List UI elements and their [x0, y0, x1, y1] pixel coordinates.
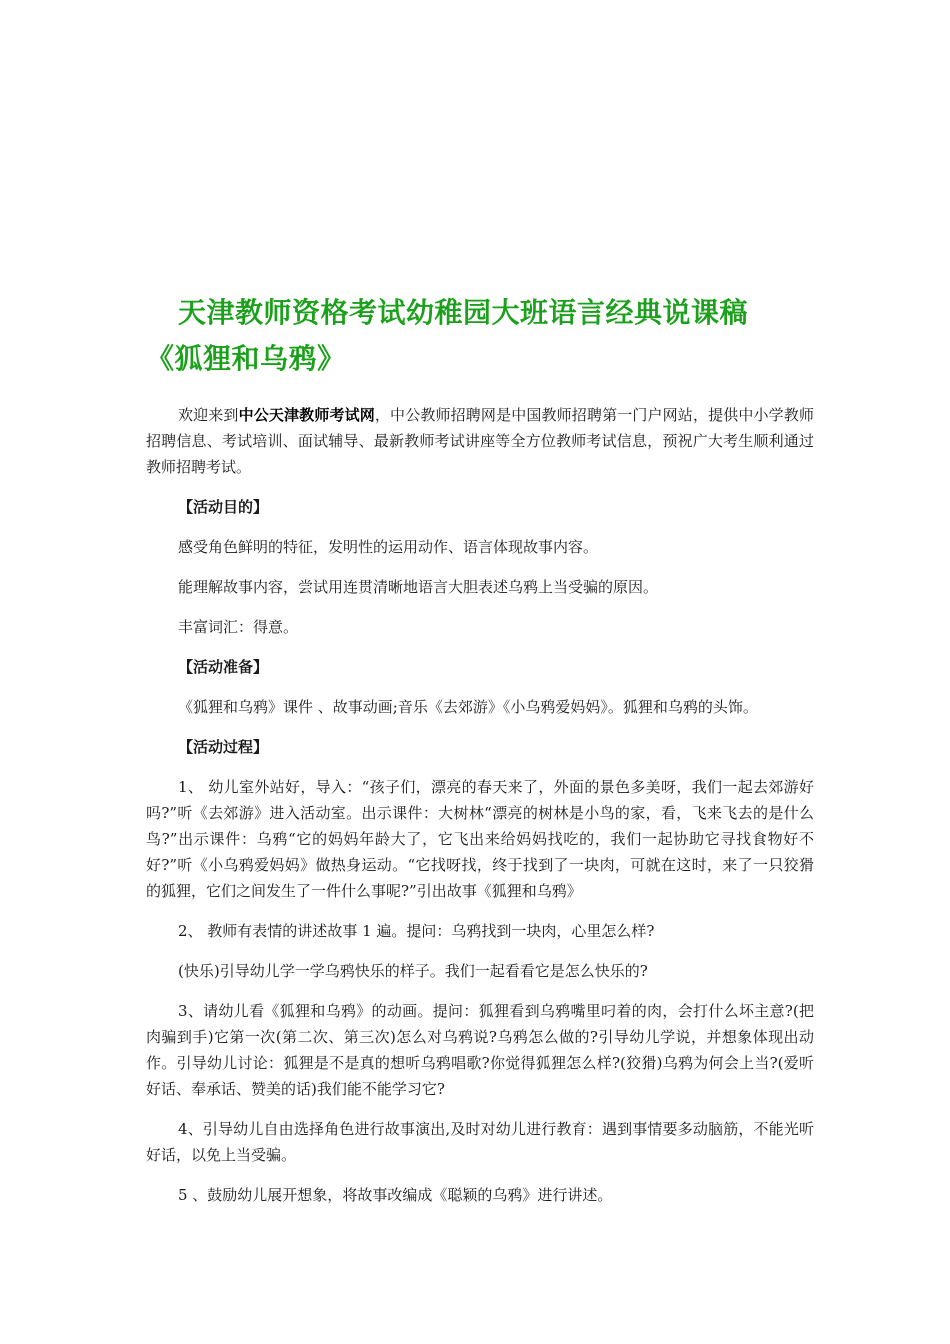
process-step-1: 1、 幼儿室外站好，导入：“孩子们，漂亮的春天来了，外面的景色多美呀，我们一起去郊游好吗?”听《去郊游》进入活动室。出示课件：大树林“漂亮的树林是小鸟的家，看，飞来飞去的是什么鸟?”出示课件：乌鸦“它的妈妈年龄大了，它飞出来给妈妈找吃的，我们一起协助它寻找食物好不好?”听《小乌鸦爱妈妈》做热身运动。“它找呀找，终于找到了一块肉，可就在这时，来了一只狡猾的狐狸，它们之间发生了一件什么事呢?”引出故事《狐狸和乌鸦》 — [146, 778, 814, 900]
intro-prefix: 欢迎来到 — [178, 406, 239, 424]
intro-paragraph — [146, 402, 814, 480]
prep-item-1: 《狐狸和乌鸦》课件 、故事动画;音乐《去郊游》《小乌鸦爱妈妈》。狐狸和乌鸦的头饰。 — [178, 698, 758, 716]
process-heading: 【活动过程】 — [178, 738, 269, 756]
goal-item-2: 能理解故事内容，尝试用连贯清晰地语言大胆表述乌鸦上当受骗的原因。 — [178, 578, 659, 596]
process-step-3: 3、请幼儿看《狐狸和乌鸦》的动画。提问：狐狸看到乌鸦嘴里叼着的肉，会打什么坏主意?(把肉骗到手)它第一次(第二次、第三次)怎么对乌鸦说?乌鸦怎么做的?引导幼儿学说，并想象体现出动作。引导幼儿讨论：狐狸是不是真的想听乌鸦唱歌?你觉得狐狸怎么样?(狡猾)乌鸦为何会上当?(爱听好话、奉承话、赞美的话)我们能不能学习它? — [146, 1002, 814, 1098]
goal-item-1: 感受角色鲜明的特征，发明性的运用动作、语言体现故事内容。 — [178, 538, 599, 556]
intro-suffix: ，中公教师招聘网是中国教师招聘第一门户网站，提供中小学教师招聘信息、考试培训、面试辅导、最新教师考试讲座等全方位教师考试信息，预祝广大考生顺利通过教师招聘考试。 — [146, 406, 814, 476]
title-line-1: 天津教师资格考试幼稚园大班语言经典说课稿 — [178, 296, 749, 329]
process-step-2-continued: (快乐)引导幼儿学一学乌鸦快乐的样子。我们一起看看它是怎么快乐的? — [178, 962, 648, 980]
process-step-2: 2、 教师有表情的讲述故事 1 遍。提问：乌鸦找到一块肉，心里怎么样? — [178, 922, 655, 940]
title-line-2: 《狐狸和乌鸦》 — [146, 342, 346, 375]
goal-item-3: 丰富词汇：得意。 — [178, 618, 299, 636]
goal-heading: 【活动目的】 — [178, 498, 269, 516]
process-step-5: 5 、鼓励幼儿展开想象，将故事改编成《聪颖的乌鸦》进行讲述。 — [178, 1186, 613, 1204]
process-step-4: 4、引导幼儿自由选择角色进行故事演出,及时对幼儿进行教育：遇到事情要多动脑筋，不能光听好话，以免上当受骗。 — [146, 1120, 814, 1164]
site-link[interactable]: 中公天津教师考试网 — [238, 406, 375, 424]
document-page — [146, 290, 814, 1222]
document-title — [146, 290, 814, 382]
prep-heading: 【活动准备】 — [178, 658, 269, 676]
